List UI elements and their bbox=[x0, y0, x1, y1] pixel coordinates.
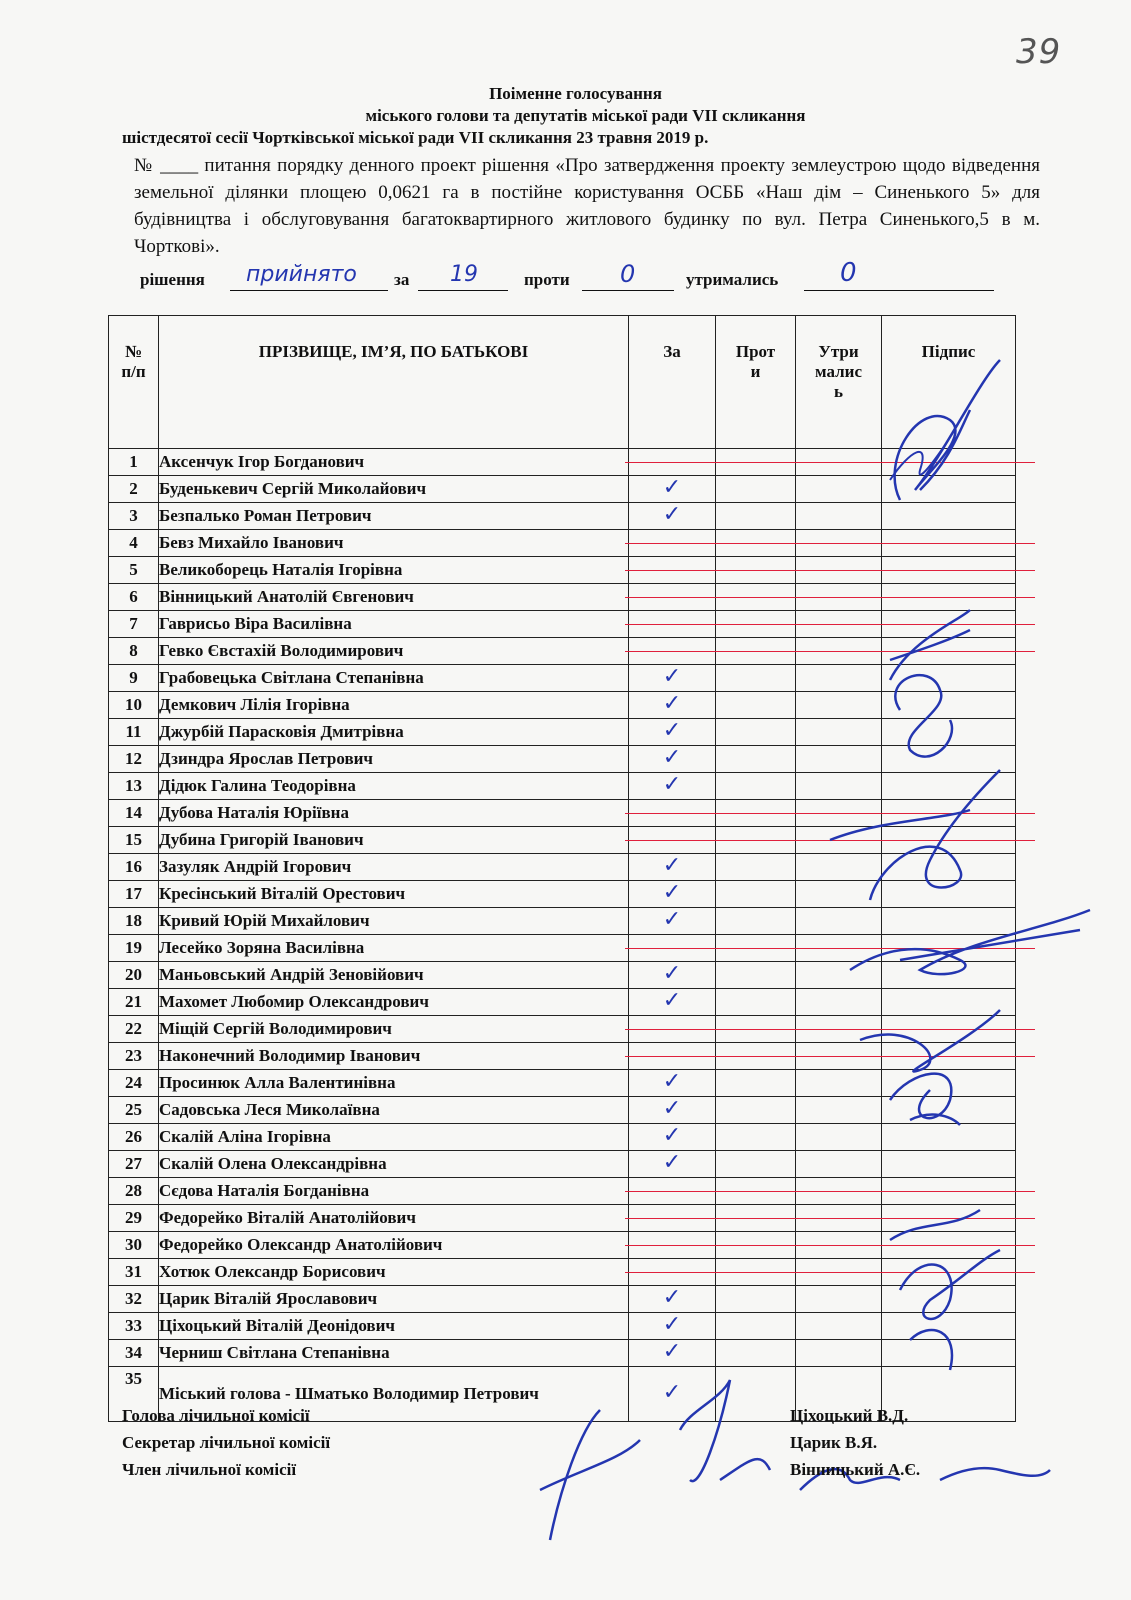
for-underline bbox=[418, 290, 508, 291]
vote-against-cell bbox=[716, 1286, 796, 1313]
check-mark-icon: ✓ bbox=[662, 1380, 682, 1405]
member-name: Гаврисьо Віра Василівна bbox=[159, 611, 629, 638]
row-number: 19 bbox=[109, 935, 159, 962]
row-number: 2 bbox=[109, 476, 159, 503]
header-num: № п/п bbox=[109, 316, 159, 449]
check-mark-icon: ✓ bbox=[662, 745, 682, 770]
member-name: Скалій Аліна Ігорівна bbox=[159, 1124, 629, 1151]
vote-for-cell bbox=[629, 1097, 716, 1124]
check-mark-icon: ✓ bbox=[662, 853, 682, 878]
row-number: 30 bbox=[109, 1232, 159, 1259]
check-mark-icon: ✓ bbox=[662, 502, 682, 527]
row-number: 18 bbox=[109, 908, 159, 935]
vote-against-cell bbox=[716, 1313, 796, 1340]
row-number: 3 bbox=[109, 503, 159, 530]
name-chair: Ціхоцький В.Д. bbox=[790, 1406, 909, 1425]
vote-against-cell bbox=[716, 1124, 796, 1151]
vote-for-cell bbox=[629, 1340, 716, 1367]
header-for: За bbox=[629, 316, 716, 449]
row-number: 31 bbox=[109, 1259, 159, 1286]
vote-against-cell bbox=[716, 665, 796, 692]
against-label: проти bbox=[524, 270, 570, 289]
member-name: Садовська Леся Миколаївна bbox=[159, 1097, 629, 1124]
vote-against-cell bbox=[716, 962, 796, 989]
session-line: шістдесятої сесії Чортківської міської ради VII скликання 23 травня 2019 р. bbox=[122, 128, 709, 147]
member-name: Скалій Олена Олександрівна bbox=[159, 1151, 629, 1178]
row-number: 34 bbox=[109, 1340, 159, 1367]
row-number: 15 bbox=[109, 827, 159, 854]
row-number: 26 bbox=[109, 1124, 159, 1151]
member-name: Дубова Наталія Юріївна bbox=[159, 800, 629, 827]
member-name: Хотюк Олександр Борисович bbox=[159, 1259, 629, 1286]
row-number: 4 bbox=[109, 530, 159, 557]
vote-against-cell bbox=[716, 773, 796, 800]
strike-line bbox=[625, 597, 1035, 598]
row-number: 23 bbox=[109, 1043, 159, 1070]
decision-label: рішення bbox=[140, 270, 205, 289]
member-name: Джурбій Парасковія Дмитрівна bbox=[159, 719, 629, 746]
row-number: 12 bbox=[109, 746, 159, 773]
vote-against-cell bbox=[716, 1070, 796, 1097]
member-name: Дубина Григорій Іванович bbox=[159, 827, 629, 854]
check-mark-icon: ✓ bbox=[662, 988, 682, 1013]
vote-for-cell bbox=[629, 665, 716, 692]
row-number: 27 bbox=[109, 1151, 159, 1178]
check-mark-icon: ✓ bbox=[662, 691, 682, 716]
check-mark-icon: ✓ bbox=[662, 718, 682, 743]
vote-for-cell bbox=[629, 746, 716, 773]
commission-names bbox=[790, 1402, 920, 1483]
vote-against-cell bbox=[716, 881, 796, 908]
member-name: Зазуляк Андрій Ігорович bbox=[159, 854, 629, 881]
vote-against-cell bbox=[716, 1151, 796, 1178]
member-name: Демкович Лілія Ігорівна bbox=[159, 692, 629, 719]
vote-abstained-cell bbox=[796, 719, 882, 746]
vote-against-cell bbox=[716, 908, 796, 935]
header-abstained: Утри малис ь bbox=[796, 316, 882, 449]
page-number: 39 bbox=[1016, 32, 1062, 72]
check-mark-icon: ✓ bbox=[662, 475, 682, 500]
document-header bbox=[0, 84, 1131, 148]
vote-for-cell bbox=[629, 719, 716, 746]
header-signature: Підпис bbox=[882, 316, 1016, 449]
vote-against-cell bbox=[716, 989, 796, 1016]
member-name: Дзиндра Ярослав Петрович bbox=[159, 746, 629, 773]
check-mark-icon: ✓ bbox=[662, 772, 682, 797]
header-against: Прот и bbox=[716, 316, 796, 449]
vote-for-cell bbox=[629, 1286, 716, 1313]
table-row bbox=[109, 1151, 1016, 1178]
signature-scribble bbox=[860, 340, 1020, 520]
member-name: Аксенчук Ігор Богданович bbox=[159, 449, 629, 476]
vote-for-cell bbox=[629, 692, 716, 719]
member-name: Сєдова Наталія Богданівна bbox=[159, 1178, 629, 1205]
check-mark-icon: ✓ bbox=[662, 1123, 682, 1148]
strike-line bbox=[625, 543, 1035, 544]
signature-scribble bbox=[870, 1200, 1010, 1380]
for-label: за bbox=[394, 270, 410, 289]
member-name: Дідюк Галина Теодорівна bbox=[159, 773, 629, 800]
member-name: Великоборець Наталія Ігорівна bbox=[159, 557, 629, 584]
member-name: Кресінський Віталій Орестович bbox=[159, 881, 629, 908]
check-mark-icon: ✓ bbox=[662, 1150, 682, 1175]
member-name: Гевко Євстахій Володимирович bbox=[159, 638, 629, 665]
check-mark-icon: ✓ bbox=[662, 1096, 682, 1121]
row-number: 14 bbox=[109, 800, 159, 827]
member-name: Просинюк Алла Валентинівна bbox=[159, 1070, 629, 1097]
document-subtitle: міського голови та депутатів міської ради VII скликання bbox=[365, 106, 806, 125]
row-number: 11 bbox=[109, 719, 159, 746]
name-member: Вінницький А.Є. bbox=[790, 1460, 921, 1479]
vote-against-cell bbox=[716, 719, 796, 746]
vote-for-cell bbox=[629, 989, 716, 1016]
member-name: Бевз Михайло Іванович bbox=[159, 530, 629, 557]
role-member: Член лічильної комісії bbox=[122, 1460, 297, 1479]
strike-line bbox=[625, 1191, 1035, 1192]
role-chair: Голова лічильної комісії bbox=[122, 1406, 310, 1425]
against-value: 0 bbox=[620, 260, 636, 288]
role-secretary: Секретар лічильної комісії bbox=[122, 1433, 331, 1452]
member-name: Кривий Юрій Михайлович bbox=[159, 908, 629, 935]
vote-for-cell bbox=[629, 1070, 716, 1097]
signature-scribble bbox=[850, 1000, 1010, 1140]
row-number: 10 bbox=[109, 692, 159, 719]
member-name: Лесейко Зоряна Василівна bbox=[159, 935, 629, 962]
member-name: Наконечний Володимир Іванович bbox=[159, 1043, 629, 1070]
member-name: Буденькевич Сергій Миколайович bbox=[159, 476, 629, 503]
check-mark-icon: ✓ bbox=[662, 1285, 682, 1310]
decision-value: прийнято bbox=[246, 262, 357, 287]
vote-for-cell bbox=[629, 503, 716, 530]
row-number: 16 bbox=[109, 854, 159, 881]
document-title: Поіменне голосування bbox=[489, 84, 662, 103]
member-name: Міщій Сергій Володимирович bbox=[159, 1016, 629, 1043]
check-mark-icon: ✓ bbox=[662, 961, 682, 986]
vote-for-cell bbox=[629, 854, 716, 881]
for-value: 19 bbox=[450, 262, 478, 287]
vote-for-cell bbox=[629, 881, 716, 908]
member-name: Ціхоцький Віталій Деонідович bbox=[159, 1313, 629, 1340]
vote-for-cell bbox=[629, 962, 716, 989]
vote-for-cell bbox=[629, 1151, 716, 1178]
vote-against-cell bbox=[716, 476, 796, 503]
member-name: Федорейко Віталій Анатолійович bbox=[159, 1205, 629, 1232]
check-mark-icon: ✓ bbox=[662, 1312, 682, 1337]
check-mark-icon: ✓ bbox=[662, 664, 682, 689]
strike-line bbox=[625, 570, 1035, 571]
signature-scribble bbox=[840, 900, 1100, 990]
vote-abstained-cell bbox=[796, 1313, 882, 1340]
vote-for-cell bbox=[629, 773, 716, 800]
abstained-label: утримались bbox=[686, 270, 779, 289]
row-number: 8 bbox=[109, 638, 159, 665]
member-name: Махомет Любомир Олександрович bbox=[159, 989, 629, 1016]
vote-against-cell bbox=[716, 503, 796, 530]
vote-abstained-cell bbox=[796, 1286, 882, 1313]
decision-underline bbox=[230, 290, 388, 291]
vote-against-cell bbox=[716, 1340, 796, 1367]
row-number: 17 bbox=[109, 881, 159, 908]
check-mark-icon: ✓ bbox=[662, 880, 682, 905]
vote-for-cell bbox=[629, 1313, 716, 1340]
vote-abstained-cell bbox=[796, 1340, 882, 1367]
signature-cell bbox=[882, 1151, 1016, 1178]
against-underline bbox=[582, 290, 674, 291]
vote-for-cell bbox=[629, 476, 716, 503]
row-number: 7 bbox=[109, 611, 159, 638]
row-number: 29 bbox=[109, 1205, 159, 1232]
row-number: 22 bbox=[109, 1016, 159, 1043]
vote-abstained-cell bbox=[796, 692, 882, 719]
signature-scribble bbox=[870, 600, 990, 780]
member-name: Маньовський Андрій Зеновійович bbox=[159, 962, 629, 989]
header-name: ПРІЗВИЩЕ, ІМ’Я, ПО БАТЬКОВІ bbox=[159, 316, 629, 449]
vote-against-cell bbox=[716, 854, 796, 881]
vote-for-cell bbox=[629, 1124, 716, 1151]
row-number: 25 bbox=[109, 1097, 159, 1124]
member-name: Черниш Світлана Степанівна bbox=[159, 1340, 629, 1367]
member-name: Царик Віталій Ярославович bbox=[159, 1286, 629, 1313]
vote-abstained-cell bbox=[796, 1151, 882, 1178]
row-number: 33 bbox=[109, 1313, 159, 1340]
signature-scribble bbox=[820, 760, 1020, 920]
row-number: 5 bbox=[109, 557, 159, 584]
abstained-underline bbox=[804, 290, 994, 291]
row-number: 1 bbox=[109, 449, 159, 476]
row-number: 21 bbox=[109, 989, 159, 1016]
decision-line bbox=[134, 258, 1014, 294]
abstained-value: 0 bbox=[840, 258, 857, 288]
row-number: 13 bbox=[109, 773, 159, 800]
member-name: Федорейко Олександр Анатолійович bbox=[159, 1232, 629, 1259]
row-number: 32 bbox=[109, 1286, 159, 1313]
row-number: 35 bbox=[109, 1367, 159, 1422]
agenda-question: № ____ питання порядку денного проект рішення «Про затвердження проекту землеустрою щодо відведення земельної ділянки площею 0,0621 га в постійне користування ОСББ «Наш дім – Синенького 5» для будівництва і обслуговування багатоквартирного житлового будинку по вул. Петра Синенького,5 в м. Чорткові». bbox=[134, 155, 1040, 257]
row-number: 6 bbox=[109, 584, 159, 611]
vote-against-cell bbox=[716, 692, 796, 719]
vote-against-cell bbox=[716, 746, 796, 773]
commission-roles bbox=[122, 1402, 330, 1483]
member-name: Міський голова - Шматько Володимир Петрович bbox=[159, 1367, 629, 1422]
member-name: Грабовецька Світлана Степанівна bbox=[159, 665, 629, 692]
check-mark-icon: ✓ bbox=[662, 1339, 682, 1364]
vote-abstained-cell bbox=[796, 665, 882, 692]
name-secretary: Царик В.Я. bbox=[790, 1433, 878, 1452]
check-mark-icon: ✓ bbox=[662, 1069, 682, 1094]
row-number: 28 bbox=[109, 1178, 159, 1205]
vote-against-cell bbox=[716, 1097, 796, 1124]
check-mark-icon: ✓ bbox=[662, 907, 682, 932]
vote-for-cell bbox=[629, 908, 716, 935]
row-number: 20 bbox=[109, 962, 159, 989]
row-number: 9 bbox=[109, 665, 159, 692]
member-name: Вінницький Анатолій Євгенович bbox=[159, 584, 629, 611]
row-number: 24 bbox=[109, 1070, 159, 1097]
member-name: Безпалько Роман Петрович bbox=[159, 503, 629, 530]
